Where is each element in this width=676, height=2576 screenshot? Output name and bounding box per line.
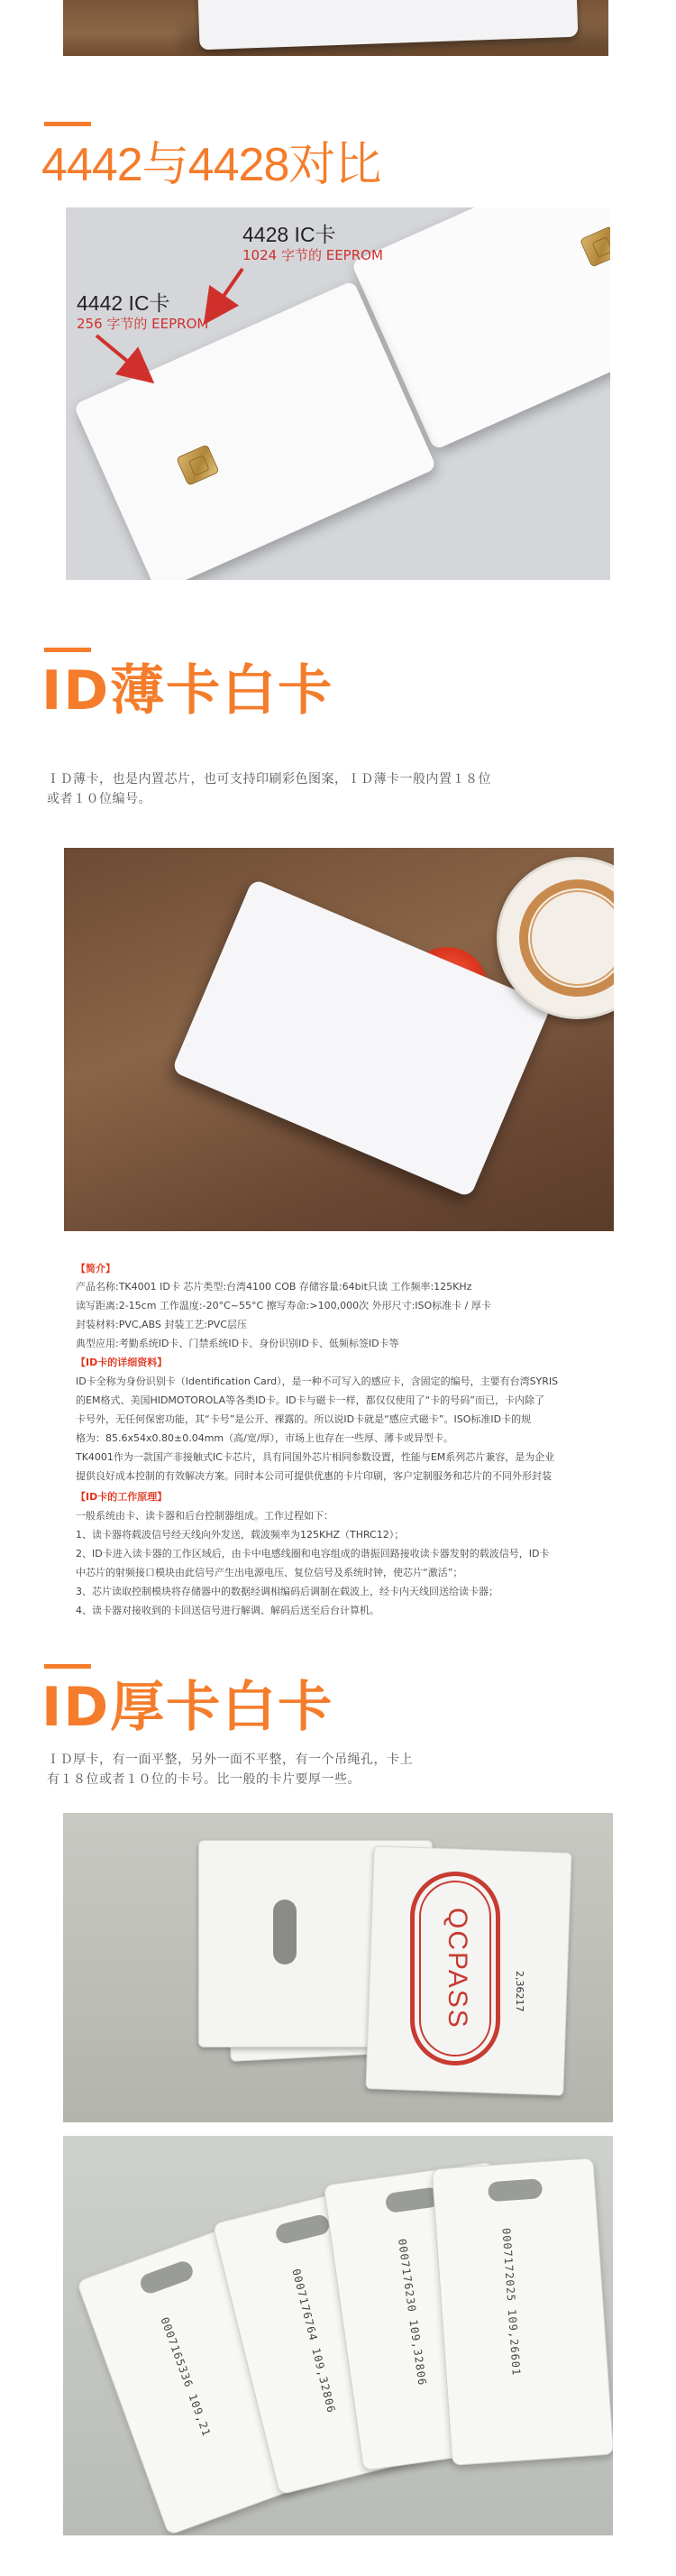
sub-4442: 256 字节的 EEPROM	[77, 316, 209, 332]
compare-section-title: 4442与4428对比	[41, 139, 381, 191]
label-4428: 4428 IC卡	[242, 223, 336, 246]
spec-line: 中芯片的射频接口模块由此信号产生出电源电压、复位信号及系统时钟，使芯片“激活”；	[76, 1567, 463, 1578]
thin-section-title: ID薄卡白卡	[41, 659, 334, 722]
spec-line: 的EM格式、美国HIDMOTOROLA等各类ID卡。ID卡与磁卡一样，都仅仅使用了“卡的号码”而已，卡内除了	[76, 1394, 544, 1406]
top-card-photo	[63, 0, 608, 56]
white-thin-card	[171, 879, 552, 1198]
spec-line: 提供良好成本控制的有效解决方案。同时本公司可提供优惠的卡片印刷，客户定制服务和芯片的不同外形封装	[76, 1470, 552, 1482]
spec-line: 4、读卡器对接收到的卡回送信号进行解调、解码后送至后台计算机。	[76, 1605, 379, 1616]
spec-line: 典型应用:考勤系统ID卡、门禁系统ID卡、身份识别ID卡、低频标签ID卡等	[76, 1338, 399, 1349]
qc-stamp-text: QCPASS	[443, 1908, 472, 2029]
thin-intro-line: ＩＤ薄卡，也是内置芯片，也可支持印刷彩色图案，ＩＤ薄卡一般内置１８位	[47, 772, 491, 787]
sub-4428: 1024 字节的 EEPROM	[242, 247, 383, 263]
spec-line: 2、ID卡进入读卡器的工作区域后，由卡中电感线圈和电容组成的谐振回路接收读卡器发射的载波信号，ID卡	[76, 1548, 550, 1559]
lanyard-slot	[138, 2259, 196, 2295]
spec-line: ID卡全称为身份识别卡（Identification Card），是一种不可写入的感应卡，含固定的编号，主要有台湾SYRIS	[76, 1375, 559, 1387]
spec-line: 1、读卡器将载波信号经天线向外发送，载波频率为125KHZ（THRC12）；	[76, 1529, 405, 1541]
card-number: 0007165336 109,21	[158, 2315, 214, 2439]
label-4442: 4442 IC卡	[77, 291, 170, 315]
thin-card-photo	[64, 848, 614, 1231]
thin-intro-line: 或者１０位编号。	[47, 792, 151, 806]
thick-section-title: ID厚卡白卡	[41, 1676, 334, 1739]
spec-line: 封装材料:PVC,ABS 封装工艺:PVC层压	[76, 1319, 247, 1330]
card-number: 2,36217	[514, 1971, 525, 2012]
compare-photo	[66, 207, 610, 580]
spec-heading-work: 【ID卡的工作原理】	[76, 1491, 168, 1503]
lanyard-slot	[488, 2178, 543, 2202]
spec-line: 产品名称:TK4001 ID卡 芯片类型:台湾4100 COB 存储容量:64bit只读 工作频率:125KHz	[76, 1281, 472, 1293]
card-number: 0007176764 109,32806	[289, 2267, 338, 2415]
lanyard-slot	[273, 1900, 297, 1964]
spec-line: 格为：85.6x54x0.80±0.04mm（高/宽/厚），市场上也存在一些厚、薄卡或异型卡。	[76, 1432, 454, 1444]
card-number: 0007172025 109,26601	[499, 2227, 523, 2377]
card-number: 0007176230 109,32806	[395, 2238, 429, 2387]
thick-intro-line: 有１８位或者１０位的卡号。比一般的卡片要厚一些。	[47, 1772, 361, 1787]
spec-line: 读写距离:2-15cm 工作温度:-20°C~55°C 擦写寿命:>100,000次 外形尺寸:ISO标准卡 / 厚卡	[76, 1300, 491, 1311]
lanyard-slot	[274, 2213, 332, 2246]
arrow-to-4442-chip	[96, 336, 143, 374]
spec-line: 一般系统由卡、读卡器和后台控制器组成。工作过程如下：	[76, 1510, 333, 1522]
hang-card	[432, 2157, 613, 2466]
thick-intro-line: ＩＤ厚卡，有一面平整，另外一面不平整，有一个吊绳孔，卡上	[47, 1753, 413, 1767]
spec-heading-intro: 【简介】	[76, 1263, 115, 1274]
spec-heading-detail: 【ID卡的详细资料】	[76, 1357, 168, 1368]
hanging-cards-photo	[63, 2136, 613, 2535]
spec-line: 卡号外，无任何保密功能，其“卡号”是公开、裸露的。所以说ID卡就是“感应式磁卡”。ISO标准ID卡的规	[76, 1413, 532, 1425]
spec-line: TK4001作为一款国产非接触式IC卡芯片，具有同国外芯片相同参数设置，性能与EM系列芯片兼容，是为企业	[76, 1451, 555, 1463]
thick-card-stack-photo	[63, 1813, 613, 2122]
spec-line: 3、芯片读取控制模块将存储器中的数据经调相编码后调制在载波上，经卡内天线回送给读卡器；	[76, 1586, 498, 1597]
arrow-to-4428-chip	[212, 269, 242, 313]
